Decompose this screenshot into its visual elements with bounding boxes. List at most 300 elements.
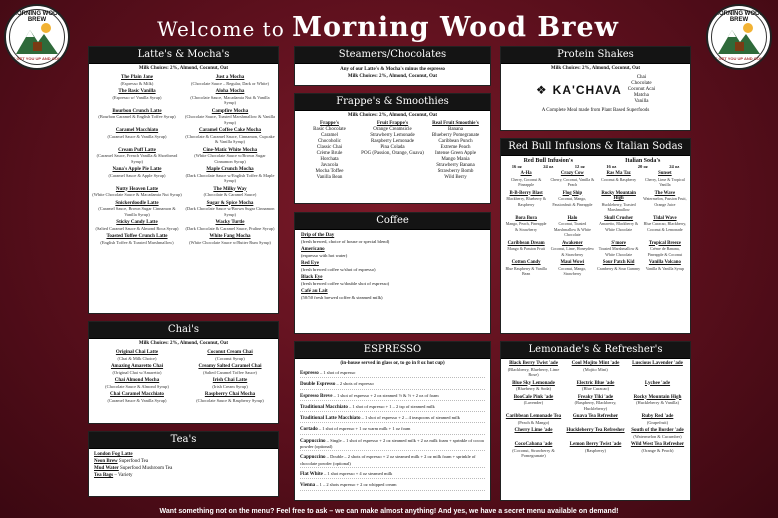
espresso-item-desc: – 1 shot espresso + 4 oz steamed milk bbox=[323, 470, 393, 476]
frappe-item: Vanilla Bean bbox=[316, 175, 343, 180]
menu-item-desc: Crème de Banana, Pineapple & Coconut bbox=[647, 246, 683, 257]
teas-title: Tea's bbox=[89, 432, 278, 449]
frappes-columns bbox=[295, 120, 490, 182]
menu-item bbox=[185, 128, 275, 145]
menu-item-desc: (Watermelon & Cucumber) bbox=[633, 433, 682, 439]
menu-item bbox=[628, 442, 687, 459]
tea-item-name: London Fog Latte bbox=[94, 452, 133, 457]
coffee-item-desc: (espresso with hot water) bbox=[301, 252, 348, 258]
menu-item-desc: Blue Raspberry & Vanilla Bean bbox=[505, 265, 547, 276]
menu-item-name: Wild West Tea Refresher bbox=[630, 442, 685, 447]
frappe-item: Pina Colada bbox=[380, 145, 405, 150]
protein-flavor: Vanilla bbox=[634, 99, 649, 104]
menu-item bbox=[566, 395, 625, 412]
frappes-title: Frappe's & Smoothies bbox=[295, 94, 490, 111]
redbull-right-head: Italian Soda's bbox=[625, 158, 661, 164]
menu-item-name: BooCale Pink 'ade bbox=[513, 394, 554, 400]
menu-item bbox=[504, 241, 548, 258]
menu-item-name: Cherry Lime 'ade bbox=[514, 428, 553, 433]
menu-item bbox=[92, 89, 182, 106]
chais-milk: Milk Choices: 2%, Almond, Coconut, Oat bbox=[138, 341, 229, 346]
frappes-panel bbox=[294, 93, 491, 204]
espresso-item-name: Traditional Macchiato bbox=[300, 404, 348, 410]
menu-item-desc: (Chocolate Sauce, Toasted Marshmallow & Vanilla Syrup) bbox=[185, 114, 276, 125]
tea-item-desc: Superfood Mushroom Tea bbox=[120, 466, 173, 471]
frappe-item: Banana bbox=[448, 127, 463, 132]
menu-item-name: Ruby Red 'ade bbox=[641, 414, 674, 419]
menu-item bbox=[92, 350, 182, 361]
menu-item bbox=[628, 414, 687, 425]
menu-item bbox=[643, 191, 687, 213]
menu-item bbox=[185, 220, 275, 231]
lemonades-panel bbox=[500, 341, 691, 501]
menu-item bbox=[628, 381, 687, 392]
menu-item-name: South of the Border 'ade bbox=[631, 428, 684, 433]
frappe-item: Caribbean Punch bbox=[438, 139, 473, 144]
espresso-item-name: Espresso Breve bbox=[300, 393, 333, 399]
menu-item-name: Chai Almond Mocha bbox=[114, 378, 160, 383]
menu-item-desc: Toasted Marshmallow & White Chocolate bbox=[598, 246, 639, 257]
menu-item bbox=[92, 75, 182, 86]
espresso-item-name: Cortado bbox=[300, 427, 318, 433]
chais-list bbox=[89, 348, 278, 405]
menu-item-desc: (Chocolate & Caramel Sauce, Cinnamon, Cupcake & Vanilla Syrup) bbox=[185, 133, 275, 144]
frappe-item: Classic Chai bbox=[316, 145, 343, 150]
menu-item-desc: Amaretto, Blackberry & White Chocolate bbox=[599, 221, 639, 232]
espresso-item bbox=[300, 393, 485, 401]
page-title bbox=[128, 12, 648, 43]
menu-item-desc: (Original Chai w/Amaretto) bbox=[112, 369, 162, 375]
coffee-item bbox=[301, 274, 484, 286]
menu-item-name: Bourbon Crunch Latte bbox=[112, 108, 162, 114]
menu-item-desc: (White Chocolate Sauce & Macadamia Nut Syrup) bbox=[92, 192, 182, 197]
menu-item-name: Raspberry Chai Mocha bbox=[204, 392, 256, 397]
frappe-item: Horchata bbox=[320, 157, 339, 162]
menu-item-name: Blue Sky Lemonade bbox=[512, 380, 555, 386]
menu-item bbox=[628, 361, 687, 378]
tea-item-name: Neon Brew bbox=[94, 459, 118, 464]
menu-item-name: Lychee 'ade bbox=[644, 380, 671, 386]
menu-item-name: Bora Bora bbox=[515, 215, 537, 221]
menu-item-name: Wacky Turtle bbox=[215, 220, 245, 225]
menu-item bbox=[566, 428, 625, 439]
menu-item bbox=[504, 171, 548, 188]
frappe-item: Strawberry Lemonade bbox=[370, 133, 415, 138]
redbull-title: Red Bull Infusions & Italian Sodas bbox=[501, 139, 690, 156]
frappe-column-head: Frappe's bbox=[320, 121, 339, 126]
menu-item bbox=[550, 171, 594, 188]
menu-item-name: Sugar & Spice Mocha bbox=[206, 200, 254, 206]
menu-item-desc: Coconut, Lime, Honeydew & Strawberry bbox=[550, 246, 595, 257]
menu-item-desc: (Espresso & Milk) bbox=[120, 80, 154, 86]
menu-item-desc: Coconut, Toasted Marshmallow & White Chocolate bbox=[553, 221, 591, 237]
redbull-panel bbox=[500, 138, 691, 334]
menu-item-desc: Cherry, Coconut & Pineapple bbox=[510, 176, 542, 187]
menu-item-name: Amazing Amaretto Chai bbox=[110, 364, 164, 369]
menu-item-name: Chai Caramel Macchiato bbox=[110, 392, 164, 397]
menu-item-desc: Huckleberry, Toasted Marshmallow bbox=[601, 201, 636, 212]
espresso-item-desc: – 1 shot of espresso + 2 oz steamed ½ & ½ + 2 oz of foam bbox=[333, 392, 439, 398]
frappe-item: POG (Passion, Orange, Guava) bbox=[361, 151, 424, 156]
lemonades-title: Lemonade's & Refresher's bbox=[501, 342, 690, 359]
menu-item-desc: Coconut & Raspberry bbox=[601, 176, 637, 182]
espresso-item-name: Traditional Latte Macchiato bbox=[300, 416, 361, 422]
espresso-item bbox=[300, 438, 485, 452]
espresso-item-name: Cappuccino bbox=[300, 455, 326, 461]
menu-item-desc: Mango, Peach, Pineapple & Strawberry bbox=[505, 221, 547, 232]
menu-item-name: S'more bbox=[611, 240, 626, 246]
menu-item bbox=[92, 392, 182, 403]
menu-item bbox=[185, 89, 275, 106]
menu-item-desc: (Irish Cream Syrup) bbox=[212, 383, 248, 389]
frappe-item: Wild Berry bbox=[444, 175, 467, 180]
menu-item bbox=[504, 381, 563, 392]
menu-item bbox=[504, 216, 548, 238]
menu-item bbox=[566, 381, 625, 392]
menu-item-name: Tropical Breeze bbox=[648, 240, 681, 246]
menu-item-name: Coconut Cream Chai bbox=[207, 350, 253, 355]
espresso-item bbox=[300, 482, 485, 490]
menu-item-name: Original Chai Latte bbox=[115, 350, 159, 355]
espresso-item-desc: – 1 shot of espresso + 1 oz warm milk + 1 oz foam bbox=[318, 426, 411, 432]
menu-item bbox=[92, 148, 182, 165]
menu-item-name: Vanilla Volcano bbox=[648, 260, 681, 265]
logo-right-top-text: MORNING WOOD BREW bbox=[714, 11, 764, 23]
menu-item-desc: Blue Curacao, Blackberry, Coconut & Lemonade bbox=[643, 221, 687, 232]
coffee-title: Coffee bbox=[295, 213, 490, 230]
menu-item-name: Creamy Salted Caramel Chai bbox=[198, 364, 262, 369]
menu-item-desc: (White Chocolate Sauce w/Butter Rum Syrup) bbox=[189, 239, 271, 245]
tea-item-name: Mud Water bbox=[94, 466, 119, 471]
menu-item bbox=[185, 167, 275, 184]
frappe-item: Crème Brule bbox=[316, 151, 343, 156]
menu-item bbox=[185, 350, 275, 361]
menu-item bbox=[504, 395, 563, 412]
frappe-item: Raspberry Lemonade bbox=[371, 139, 414, 144]
menu-item-name: Toasted Toffee Crunch Latte bbox=[106, 234, 168, 239]
menu-item bbox=[504, 260, 548, 277]
menu-item bbox=[504, 428, 563, 439]
frappe-item: Mocha Toffee bbox=[315, 169, 344, 174]
menu-item-desc: (Chocolate Sauce & Almond Syrup) bbox=[105, 383, 169, 389]
menu-item bbox=[92, 364, 182, 375]
logo-right-bottom-text: WE GET YOU UP AND GOING bbox=[710, 56, 768, 61]
menu-item-name: Huckleberry Tea Refresher bbox=[566, 428, 625, 433]
menu-item-desc: (Caramel Sauce & Vanilla Syrup) bbox=[107, 133, 167, 139]
menu-item-name: Maple Crunch Mocha bbox=[206, 167, 254, 172]
menu-item-name: The Milky Way bbox=[213, 186, 247, 192]
protein-flavors bbox=[628, 75, 655, 105]
menu-item-desc: (Caramel Sauce & Apple Syrup) bbox=[108, 172, 166, 178]
size-label: 16 oz bbox=[606, 164, 617, 169]
tea-item-desc: Superfood Tea bbox=[118, 459, 149, 464]
menu-item-desc: Cherry, Coconut, Vanilla & Peach bbox=[550, 176, 595, 187]
frappe-item: Basic Chocolate bbox=[313, 127, 346, 132]
protein-flavor: Chocolate bbox=[631, 81, 652, 86]
coffee-list bbox=[295, 230, 490, 304]
menu-item-desc: (White Chocolate Sauce w/Brown Sugar Cinnamon Syrup) bbox=[194, 153, 266, 164]
menu-item-desc: (Blue Curacao) bbox=[582, 386, 609, 391]
espresso-list bbox=[295, 368, 490, 496]
menu-item-name: Nana's Apple Pie Latte bbox=[112, 167, 162, 172]
lattes-milk: Milk Choices: 2%, Almond, Coconut, Oat bbox=[138, 66, 229, 71]
frappe-column-head: Real Fruit Smoothie's bbox=[432, 121, 479, 126]
lattes-list bbox=[89, 73, 278, 247]
menu-item-name: Aloha Mocha bbox=[215, 89, 245, 94]
redbull-sizes bbox=[501, 164, 690, 169]
footer-note: Want something not on the menu? Feel free to ask – we can make almost anything! And yes, we have a secret menu available on demand! bbox=[159, 508, 619, 515]
menu-item bbox=[597, 260, 641, 277]
menu-item bbox=[504, 414, 563, 425]
menu-item-desc: Mango & Passion Fruit bbox=[507, 246, 545, 251]
menu-item-desc: (Coconut Syrup) bbox=[215, 355, 245, 361]
menu-item-desc: (Blueberry & Soda) bbox=[516, 386, 551, 391]
espresso-item-name: Cappuccino bbox=[300, 438, 326, 444]
size-label: 16 oz bbox=[511, 164, 522, 169]
espresso-item bbox=[300, 404, 485, 412]
menu-item bbox=[643, 216, 687, 238]
menu-item bbox=[185, 234, 275, 245]
menu-item-name: White Fang Mocha bbox=[209, 234, 251, 239]
menu-item-name: Cool Mojito Mint 'ade bbox=[571, 361, 620, 366]
coffee-item bbox=[301, 288, 484, 300]
menu-item bbox=[92, 128, 182, 145]
menu-item-name: Cine-Matic White Mocha bbox=[202, 147, 258, 153]
kachava-logo-icon: ❖ bbox=[535, 82, 547, 97]
menu-item-name: Guava Tea Refresher bbox=[572, 414, 619, 419]
menu-item bbox=[566, 361, 625, 378]
menu-item-desc: (Raspberry, Blackberry, Huckleberry) bbox=[574, 400, 617, 411]
menu-item-name: B-B-Berry Blast bbox=[509, 190, 543, 196]
menu-item bbox=[628, 395, 687, 412]
logo-right bbox=[706, 4, 772, 70]
menu-item-name: Caribbean Dream bbox=[507, 240, 545, 246]
tea-item-desc: – Variety bbox=[114, 473, 133, 478]
coffee-item-desc: (fresh brewed coffee w/double shot of espresso) bbox=[301, 280, 390, 286]
frappe-item: Strawberry Bomb bbox=[437, 169, 474, 174]
menu-item-name: The Wave bbox=[654, 190, 676, 196]
frappe-item: Extreme Peach bbox=[440, 145, 471, 150]
menu-item-name: Flog Ship bbox=[562, 190, 583, 196]
menu-item-name: Awakener bbox=[562, 240, 583, 246]
menu-item-desc: (Caramel Sauce & Vanilla Syrup) bbox=[107, 397, 167, 403]
menu-item-desc: Watermelon, Passion Fruit, Orange Juice bbox=[643, 196, 687, 207]
menu-item-desc: (Chai & Milk Choice) bbox=[117, 355, 157, 361]
menu-item bbox=[504, 191, 548, 213]
menu-item-desc: (Chocolate & Caramel Sauce) bbox=[203, 192, 257, 197]
menu-item bbox=[597, 216, 641, 238]
frappe-item: Strawberry Banana bbox=[436, 163, 475, 168]
menu-item-name: Campfire Mocha bbox=[211, 108, 249, 114]
coffee-item-desc: (50/50 fresh brewed coffee & steamed milk) bbox=[301, 294, 383, 300]
lattes-title: Latte's & Mocha's bbox=[89, 47, 278, 64]
logo-left-bottom-text: WE GET YOU UP AND GOING bbox=[8, 56, 66, 61]
lattes-panel bbox=[88, 46, 279, 314]
menu-item-name: Freaky Tiki 'ade bbox=[577, 394, 614, 400]
menu-item-desc: (Dark Chocolate Sauce w/Brown Sugar Cinnamon Syrup) bbox=[185, 206, 275, 217]
redbull-left-head: Red Bull Infusion's bbox=[523, 158, 573, 164]
menu-item-name: Cream Puff Latte bbox=[118, 147, 156, 153]
coffee-item bbox=[301, 260, 484, 272]
chais-title: Chai's bbox=[89, 322, 278, 339]
menu-item bbox=[550, 191, 594, 213]
espresso-title: ESPRESSO bbox=[295, 342, 490, 359]
menu-item-name: Black Berry Twist 'ade bbox=[509, 361, 558, 366]
menu-item-desc: (English Toffee & Toasted Marshmallow) bbox=[100, 239, 174, 245]
menu-item bbox=[92, 187, 182, 198]
protein-flavor: Chai bbox=[636, 75, 647, 80]
menu-item bbox=[550, 216, 594, 238]
frappe-item: Javacola bbox=[320, 163, 339, 168]
tea-item-name: Tea Bags bbox=[94, 473, 114, 478]
menu-item-name: Irish Chai Latte bbox=[212, 378, 248, 383]
menu-item bbox=[504, 361, 563, 378]
espresso-item-desc: – 2 shots of espresso bbox=[336, 381, 374, 387]
menu-item-desc: Cherry, Lime & Tropical Vanilla bbox=[645, 176, 685, 187]
frappe-item: Caramel bbox=[321, 133, 338, 138]
frappe-item: Mango Mania bbox=[441, 157, 470, 162]
menu-item-desc: (Salted Caramel Toffee Sauce) bbox=[203, 369, 257, 375]
espresso-item-desc: – Single – 1 shot of espresso + 2 oz steamed milk + 2 oz milk foam + sprinkle of cocoa powder (optional) bbox=[300, 437, 484, 450]
menu-item bbox=[597, 191, 641, 213]
menu-item bbox=[185, 378, 275, 389]
logo-left bbox=[4, 4, 70, 70]
menu-item bbox=[550, 241, 594, 258]
menu-item-name: The Plain Jane bbox=[121, 75, 153, 80]
coffee-item-desc: (fresh brewed, choice of house or special blend) bbox=[301, 238, 390, 244]
steamers-title: Steamers/Chocolates bbox=[295, 47, 490, 64]
menu-item-name: Crazy Cow bbox=[560, 171, 584, 176]
size-label: 12 oz bbox=[574, 164, 585, 169]
title-main: Morning Wood Brew bbox=[292, 12, 619, 43]
protein-brand: KA'CHAVA bbox=[552, 83, 622, 97]
coffee-item-name: Americano bbox=[301, 247, 325, 252]
menu-item-desc: (Chocolate Sauce – Regular, Dark or White) bbox=[191, 80, 269, 86]
menu-item bbox=[185, 187, 275, 198]
menu-item bbox=[628, 428, 687, 439]
menu-item bbox=[92, 167, 182, 184]
espresso-item-name: Vienna bbox=[300, 483, 316, 489]
menu-item-name: Caramel Coffee Cake Mocha bbox=[198, 128, 262, 133]
tea-item bbox=[94, 465, 273, 472]
tea-item bbox=[94, 451, 273, 458]
menu-item bbox=[185, 75, 275, 86]
menu-item-desc: (Chocolate Sauce, Macadamia Nut & Vanilla Syrup) bbox=[190, 94, 270, 105]
espresso-item bbox=[300, 454, 485, 468]
menu-item bbox=[92, 109, 182, 126]
menu-item-desc: (Huckleberry & Vanilla) bbox=[636, 400, 679, 405]
menu-item bbox=[597, 241, 641, 258]
menu-item-desc: (Peach & Mango) bbox=[517, 419, 550, 425]
menu-item-name: Rocky Mountain High bbox=[633, 394, 682, 400]
teas-panel bbox=[88, 431, 279, 497]
espresso-item bbox=[300, 471, 485, 479]
menu-item-name: Caribbean Lemonade Tea bbox=[505, 414, 562, 419]
menu-item bbox=[185, 364, 275, 375]
frappe-item: Intense Green Apple bbox=[434, 151, 477, 156]
steamers-panel bbox=[294, 46, 491, 86]
coffee-item-name: Red Eye bbox=[301, 261, 319, 266]
menu-item bbox=[185, 109, 275, 126]
size-label: 24 oz bbox=[669, 164, 680, 169]
menu-item-desc: Vanilla & Vanilla Syrup bbox=[645, 265, 684, 271]
protein-flavor: Matcha bbox=[633, 93, 649, 98]
tea-item bbox=[94, 472, 273, 479]
frappe-item: Blueberry Pomegranate bbox=[431, 133, 480, 138]
menu-item-desc: (Caramel Sauce, French Vanilla & Shortbread Syrup) bbox=[96, 153, 178, 164]
menu-item bbox=[185, 392, 275, 403]
menu-item bbox=[92, 201, 182, 218]
frappe-column bbox=[361, 121, 424, 181]
menu-item-name: Caramel Macchiato bbox=[115, 128, 159, 133]
menu-item-name: Snickerdoodle Latte bbox=[115, 200, 159, 206]
size-label: 20 oz bbox=[637, 164, 648, 169]
menu-item-desc: (Lavender) bbox=[523, 400, 544, 405]
menu-item bbox=[92, 234, 182, 245]
protein-tagline: A Complete Meal made from Plant Based Superfoods bbox=[541, 108, 650, 113]
logo-left-top-text: MORNING WOOD BREW bbox=[12, 11, 62, 23]
menu-item-name: The Basic Vanilla bbox=[118, 89, 156, 94]
menu-item bbox=[92, 220, 182, 231]
menu-item bbox=[92, 378, 182, 389]
menu-item-name: Ras Ma Taz bbox=[606, 171, 631, 176]
chais-panel bbox=[88, 321, 279, 424]
redbull-list bbox=[501, 169, 690, 279]
menu-item-desc: (Chocolate Sauce & Raspberry Syrup) bbox=[196, 397, 264, 403]
menu-item-desc: (Blackberry, Blueberry, Lime Rose) bbox=[507, 366, 560, 377]
espresso-panel bbox=[294, 341, 491, 501]
menu-item bbox=[185, 201, 275, 218]
espresso-item-name: Flat White bbox=[300, 471, 323, 477]
menu-item bbox=[597, 171, 641, 188]
espresso-item-desc: – 1 – 2 shots espresso + 2 oz whipped cream bbox=[316, 482, 397, 488]
menu-item-desc: (Espresso w/ Vanilla Syrup) bbox=[112, 94, 162, 100]
menu-item-name: Sticky Candy Latte bbox=[116, 220, 158, 225]
espresso-item-name: Double Espresso bbox=[300, 382, 336, 388]
menu-item-desc: (Mojito Mint) bbox=[583, 366, 608, 372]
menu-item-name: A-Ha bbox=[520, 171, 532, 176]
menu-item-name: Just a Mocha bbox=[215, 75, 245, 80]
coffee-item-desc: (fresh brewed coffee w/shot of espresso) bbox=[301, 266, 376, 272]
menu-item bbox=[566, 414, 625, 425]
espresso-item-desc: – 1 shot of espresso + 1 – 2 tsp of steamed milk bbox=[348, 403, 435, 409]
frappe-column-head: Fruit Frappe's bbox=[376, 121, 409, 126]
menu-item-desc: (Caramel Sauce, Brown Sugar Cinnamon & Vanilla Syrup) bbox=[98, 206, 176, 217]
coffee-item-name: Café au Lait bbox=[301, 289, 328, 294]
frappes-milk: Milk Choices: 2%, Almond, Coconut, Oat bbox=[347, 113, 438, 118]
frappe-column bbox=[298, 121, 361, 181]
coffee-item bbox=[301, 246, 484, 258]
menu-item bbox=[504, 442, 563, 459]
menu-item-name: Sour Patch Kid bbox=[602, 260, 635, 265]
protein-panel bbox=[500, 46, 691, 131]
menu-item-name: Sunset bbox=[658, 171, 672, 176]
menu-item bbox=[643, 260, 687, 277]
menu-item-name: Rocky Mountain High bbox=[601, 190, 636, 201]
menu-item-desc: (Bourbon Caramel & English Toffee Syrup) bbox=[98, 114, 176, 119]
coffee-item-name: Black Eye bbox=[301, 275, 323, 280]
steamers-line2: Milk Choices: 2%, Almond, Coconut, Oat bbox=[347, 74, 438, 79]
menu-item-name: Luscious Lavender 'ade bbox=[632, 361, 683, 366]
espresso-subtitle: (in-house served in glass or, to go in 8 oz hot cup) bbox=[340, 361, 445, 366]
espresso-item-desc: – 1 shot of espresso bbox=[319, 370, 356, 375]
menu-item-desc: (Orange & Peach) bbox=[641, 447, 674, 453]
logo-left-mountain-icon bbox=[16, 20, 58, 58]
menu-item-name: Maui Wowi bbox=[560, 260, 585, 265]
menu-item-desc: Coconut, Mango, Passionfruit & Pineapple bbox=[552, 196, 593, 207]
menu-item-name: Tidal Wave bbox=[653, 215, 677, 221]
coffee-item bbox=[301, 232, 484, 244]
